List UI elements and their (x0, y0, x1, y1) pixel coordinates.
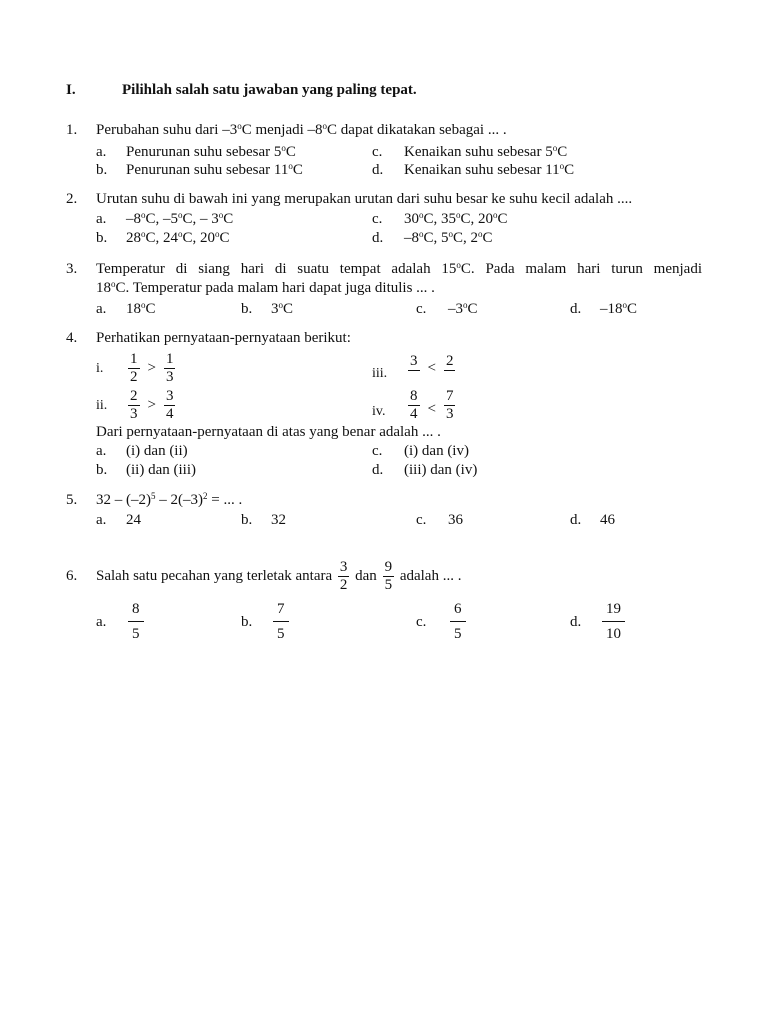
section-instruction: Pilihlah salah satu jawaban yang paling tepat. (122, 82, 417, 98)
q1-number: 1. (66, 122, 78, 138)
q5-option-d[interactable]: d. 46 (570, 512, 615, 528)
fraction: $\frac{1}{3}$ (165, 351, 174, 385)
q2-option-c[interactable]: c. 30$^o$C, 35$^o$C, 20$^o$C (372, 210, 508, 227)
q3-option-c[interactable]: c. –3$^o$C (416, 300, 478, 317)
q2-text: Urutan suhu di bawah ini yang merupakan urutan dari suhu besar ke suhu kecil adalah .... (96, 191, 633, 207)
fraction: $\frac{8}{4}$ (410, 388, 418, 422)
q1-option-c[interactable]: c. Kenaikan suhu sebesar 5$^o$C (372, 143, 568, 160)
q5-text: $32 - (-2)^5 - 2(-3)^2$ = ... . (96, 491, 243, 508)
q5-option-b[interactable]: b. 32 (241, 512, 286, 528)
q1-option-a[interactable]: a. Penurunan suhu sebesar 5$^o$C (96, 143, 296, 160)
q2-number: 2. (66, 191, 78, 207)
fraction: $\frac{7}{3}$ (445, 388, 454, 422)
q2-option-a[interactable]: a. –8$^o$C, –5$^o$C, – 3$^o$C (96, 210, 234, 227)
q4-option-b[interactable]: b. (ii) dan (iii) (96, 462, 196, 478)
statement-iv: iv. $\frac{8}{4}$ < $\frac{7}{3}$ (372, 388, 454, 422)
q3-text-line1: Temperatur di siang hari di suatu tempat adalah 15$^o$C. Pada malam hari turun menjadi (96, 260, 703, 277)
fraction: $\frac{8}{5}$ (128, 602, 144, 642)
statement-iii: iii. 3 < 2 (372, 353, 454, 381)
q6-option-b[interactable]: b. $\frac{7}{5}$ (241, 602, 291, 642)
q6-number: 6. (66, 568, 78, 584)
q3-option-b[interactable]: b. 3$^o$C (241, 300, 294, 317)
q4-text: Perhatikan pernyataan-pernyataan berikut: (96, 330, 351, 346)
fraction: $\frac{19}{10}$ (602, 602, 625, 642)
section-number: I. (66, 82, 76, 98)
q1-option-d[interactable]: d. Kenaikan suhu sebesar 11$^o$C (372, 161, 575, 178)
fraction: $\frac{2}{3}$ (130, 388, 138, 422)
statement-i: i. $\frac{1}{2}$ > $\frac{1}{3}$ (96, 351, 174, 385)
q4-option-d[interactable]: d. (iii) dan (iv) (372, 462, 478, 478)
q1-option-b[interactable]: b. Penurunan suhu sebesar 11$^o$C (96, 161, 303, 178)
q3-option-d[interactable]: d. –18$^o$C (570, 300, 638, 317)
fraction: 2 (445, 353, 454, 369)
fraction: 3 (410, 353, 418, 369)
fraction: $\frac{3}{4}$ (165, 388, 174, 422)
q5-number: 5. (66, 492, 78, 508)
q3-option-a[interactable]: a. 18$^o$C (96, 300, 156, 317)
q3-text-line2: 18$^o$C. Temperatur pada malam hari dapat juga ditulis ... . (96, 279, 435, 296)
q4-conclusion: Dari pernyataan-pernyataan di atas yang benar adalah ... . (96, 424, 441, 440)
q2-option-b[interactable]: b. 28$^o$C, 24$^o$C, 20$^o$C (96, 229, 230, 246)
fraction: $\frac{6}{5}$ (450, 602, 466, 642)
fraction: $\frac{3}{2}$ (339, 559, 348, 593)
fraction: $\frac{1}{2}$ (130, 351, 138, 385)
q5-option-c[interactable]: c. 36 (416, 512, 463, 528)
q6-option-d[interactable]: d. $\frac{19}{10}$ (570, 602, 627, 642)
q3-number: 3. (66, 261, 78, 277)
fraction: $\frac{9}{5}$ (384, 559, 393, 593)
q1-text: Perubahan suhu dari –3$^o$C menjadi –8$^o$C dapat dikatakan sebagai ... . (96, 121, 507, 138)
statement-ii: ii. $\frac{2}{3}$ > $\frac{3}{4}$ (96, 388, 174, 422)
q4-option-c[interactable]: c. (i) dan (iv) (372, 443, 469, 459)
q6-option-a[interactable]: a. $\frac{8}{5}$ (96, 602, 146, 642)
q4-number: 4. (66, 330, 78, 346)
q2-option-d[interactable]: d. –8$^o$C, 5$^o$C, 2$^o$C (372, 229, 493, 246)
q6-option-c[interactable]: c. $\frac{6}{5}$ (416, 602, 468, 642)
q6-text: Salah satu pecahan yang terletak antara $\frac{3}{2}$ dan $\frac{9}{5}$ adalah ... . (96, 559, 462, 593)
q5-option-a[interactable]: a. 24 (96, 512, 141, 528)
q4-option-a[interactable]: a. (i) dan (ii) (96, 443, 188, 459)
fraction: $\frac{7}{5}$ (273, 602, 289, 642)
